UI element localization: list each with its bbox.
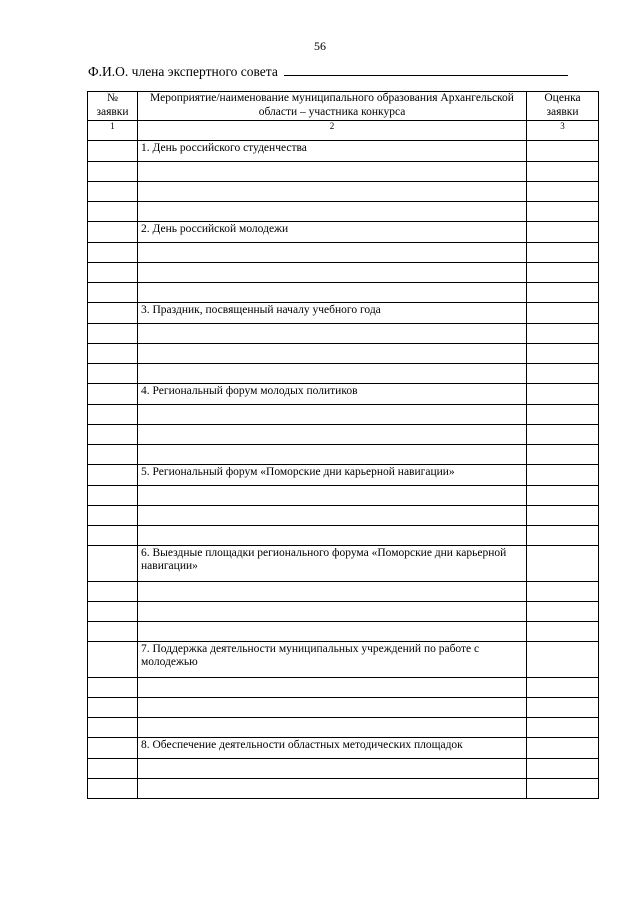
- table-row: [88, 677, 599, 697]
- application-number-cell[interactable]: [88, 302, 138, 323]
- application-number-cell[interactable]: [88, 641, 138, 677]
- event-name-cell: 7. Поддержка деятельности муниципальных учреждений по работе с молодежью: [138, 641, 527, 677]
- application-number-cell[interactable]: [88, 404, 138, 424]
- application-number-cell[interactable]: [88, 758, 138, 778]
- table-row: [88, 778, 599, 798]
- table-row: [88, 581, 599, 601]
- application-number-cell[interactable]: [88, 525, 138, 545]
- score-cell[interactable]: [527, 323, 599, 343]
- municipality-cell[interactable]: [138, 262, 527, 282]
- table-row: [88, 181, 599, 201]
- municipality-cell[interactable]: [138, 778, 527, 798]
- score-cell[interactable]: [527, 383, 599, 404]
- score-cell[interactable]: [527, 444, 599, 464]
- score-cell[interactable]: [527, 424, 599, 444]
- score-cell[interactable]: [527, 201, 599, 221]
- header-event-municipality: Мероприятие/наименование муниципального образования Архангельской области – участника конкурса: [138, 92, 527, 121]
- score-cell[interactable]: [527, 262, 599, 282]
- score-cell[interactable]: [527, 363, 599, 383]
- event-name-cell: 6. Выездные площадки регионального форума «Поморские дни карьерной навигации»: [138, 545, 527, 581]
- municipality-cell[interactable]: [138, 201, 527, 221]
- score-cell[interactable]: [527, 621, 599, 641]
- municipality-cell[interactable]: [138, 343, 527, 363]
- score-cell[interactable]: [527, 343, 599, 363]
- expert-name-field[interactable]: [284, 64, 568, 76]
- column-number: 3: [527, 120, 599, 140]
- application-number-cell[interactable]: [88, 140, 138, 161]
- score-cell[interactable]: [527, 221, 599, 242]
- table-row: [88, 242, 599, 262]
- municipality-cell[interactable]: [138, 282, 527, 302]
- application-number-cell[interactable]: [88, 323, 138, 343]
- table-row: [88, 363, 599, 383]
- application-number-cell[interactable]: [88, 383, 138, 404]
- event-name-cell: 1. День российского студенчества: [138, 140, 527, 161]
- application-number-cell[interactable]: [88, 262, 138, 282]
- score-cell[interactable]: [527, 161, 599, 181]
- municipality-cell[interactable]: [138, 621, 527, 641]
- application-number-cell[interactable]: [88, 697, 138, 717]
- table-row: [88, 302, 599, 323]
- score-cell[interactable]: [527, 282, 599, 302]
- application-number-cell[interactable]: [88, 485, 138, 505]
- municipality-cell[interactable]: [138, 424, 527, 444]
- score-cell[interactable]: [527, 717, 599, 737]
- event-name-cell: 2. День российской молодежи: [138, 221, 527, 242]
- application-number-cell[interactable]: [88, 181, 138, 201]
- event-name-cell: 5. Региональный форум «Поморские дни карьерной навигации»: [138, 464, 527, 485]
- table-row: [88, 221, 599, 242]
- table-row: [88, 140, 599, 161]
- score-cell[interactable]: [527, 404, 599, 424]
- municipality-cell[interactable]: [138, 323, 527, 343]
- table-row: [88, 404, 599, 424]
- municipality-cell[interactable]: [138, 505, 527, 525]
- table-row: [88, 161, 599, 181]
- column-number: 2: [138, 120, 527, 140]
- table-row: [88, 545, 599, 581]
- score-cell[interactable]: [527, 697, 599, 717]
- municipality-cell[interactable]: [138, 525, 527, 545]
- municipality-cell[interactable]: [138, 758, 527, 778]
- score-cell[interactable]: [527, 545, 599, 581]
- municipality-cell[interactable]: [138, 485, 527, 505]
- expert-name-line: [88, 64, 568, 80]
- application-number-cell[interactable]: [88, 677, 138, 697]
- application-number-cell[interactable]: [88, 737, 138, 758]
- event-name-cell: 4. Региональный форум молодых политиков: [138, 383, 527, 404]
- score-cell[interactable]: [527, 464, 599, 485]
- application-number-cell[interactable]: [88, 282, 138, 302]
- municipality-cell[interactable]: [138, 717, 527, 737]
- municipality-cell[interactable]: [138, 404, 527, 424]
- application-number-cell[interactable]: [88, 778, 138, 798]
- expert-name-label: Ф.И.О. члена экспертного совета: [88, 64, 278, 79]
- table-row: [88, 201, 599, 221]
- municipality-cell[interactable]: [138, 677, 527, 697]
- evaluation-table: [87, 91, 599, 799]
- score-cell[interactable]: [527, 641, 599, 677]
- application-number-cell[interactable]: [88, 161, 138, 181]
- application-number-cell[interactable]: [88, 343, 138, 363]
- column-number: 1: [88, 120, 138, 140]
- table-row: [88, 641, 599, 677]
- application-number-cell[interactable]: [88, 242, 138, 262]
- municipality-cell[interactable]: [138, 581, 527, 601]
- table-row: [88, 485, 599, 505]
- municipality-cell[interactable]: [138, 242, 527, 262]
- municipality-cell[interactable]: [138, 181, 527, 201]
- event-name-cell: 8. Обеспечение деятельности областных методических площадок: [138, 737, 527, 758]
- score-cell[interactable]: [527, 302, 599, 323]
- table-row: [88, 282, 599, 302]
- table-row: [88, 525, 599, 545]
- table-row: [88, 343, 599, 363]
- table-row: [88, 758, 599, 778]
- application-number-cell[interactable]: [88, 505, 138, 525]
- event-name-cell: 3. Праздник, посвященный началу учебного года: [138, 302, 527, 323]
- table-row: [88, 717, 599, 737]
- application-number-cell[interactable]: [88, 424, 138, 444]
- application-number-cell[interactable]: [88, 221, 138, 242]
- score-cell[interactable]: [527, 525, 599, 545]
- application-number-cell[interactable]: [88, 621, 138, 641]
- table-header-row: [88, 92, 599, 121]
- application-number-cell[interactable]: [88, 444, 138, 464]
- application-number-cell[interactable]: [88, 581, 138, 601]
- table-row: [88, 383, 599, 404]
- column-number-row: [88, 120, 599, 140]
- score-cell[interactable]: [527, 505, 599, 525]
- municipality-cell[interactable]: [138, 697, 527, 717]
- table-row: [88, 323, 599, 343]
- score-cell[interactable]: [527, 485, 599, 505]
- table-row: [88, 444, 599, 464]
- header-application-number: № заявки: [88, 92, 138, 121]
- table-row: [88, 621, 599, 641]
- score-cell[interactable]: [527, 737, 599, 758]
- application-number-cell[interactable]: [88, 201, 138, 221]
- table-row: [88, 262, 599, 282]
- table-row: [88, 737, 599, 758]
- score-cell[interactable]: [527, 758, 599, 778]
- score-cell[interactable]: [527, 181, 599, 201]
- table-row: [88, 464, 599, 485]
- page-number: 56: [314, 39, 326, 53]
- score-cell[interactable]: [527, 677, 599, 697]
- municipality-cell[interactable]: [138, 601, 527, 621]
- table-row: [88, 424, 599, 444]
- application-number-cell[interactable]: [88, 363, 138, 383]
- score-cell[interactable]: [527, 140, 599, 161]
- application-number-cell[interactable]: [88, 464, 138, 485]
- application-number-cell[interactable]: [88, 545, 138, 581]
- application-number-cell[interactable]: [88, 717, 138, 737]
- municipality-cell[interactable]: [138, 444, 527, 464]
- table-row: [88, 505, 599, 525]
- header-application-score: Оценка заявки: [527, 92, 599, 121]
- table-row: [88, 601, 599, 621]
- municipality-cell[interactable]: [138, 161, 527, 181]
- score-cell[interactable]: [527, 778, 599, 798]
- score-cell[interactable]: [527, 601, 599, 621]
- table-row: [88, 697, 599, 717]
- application-number-cell[interactable]: [88, 601, 138, 621]
- score-cell[interactable]: [527, 581, 599, 601]
- municipality-cell[interactable]: [138, 363, 527, 383]
- score-cell[interactable]: [527, 242, 599, 262]
